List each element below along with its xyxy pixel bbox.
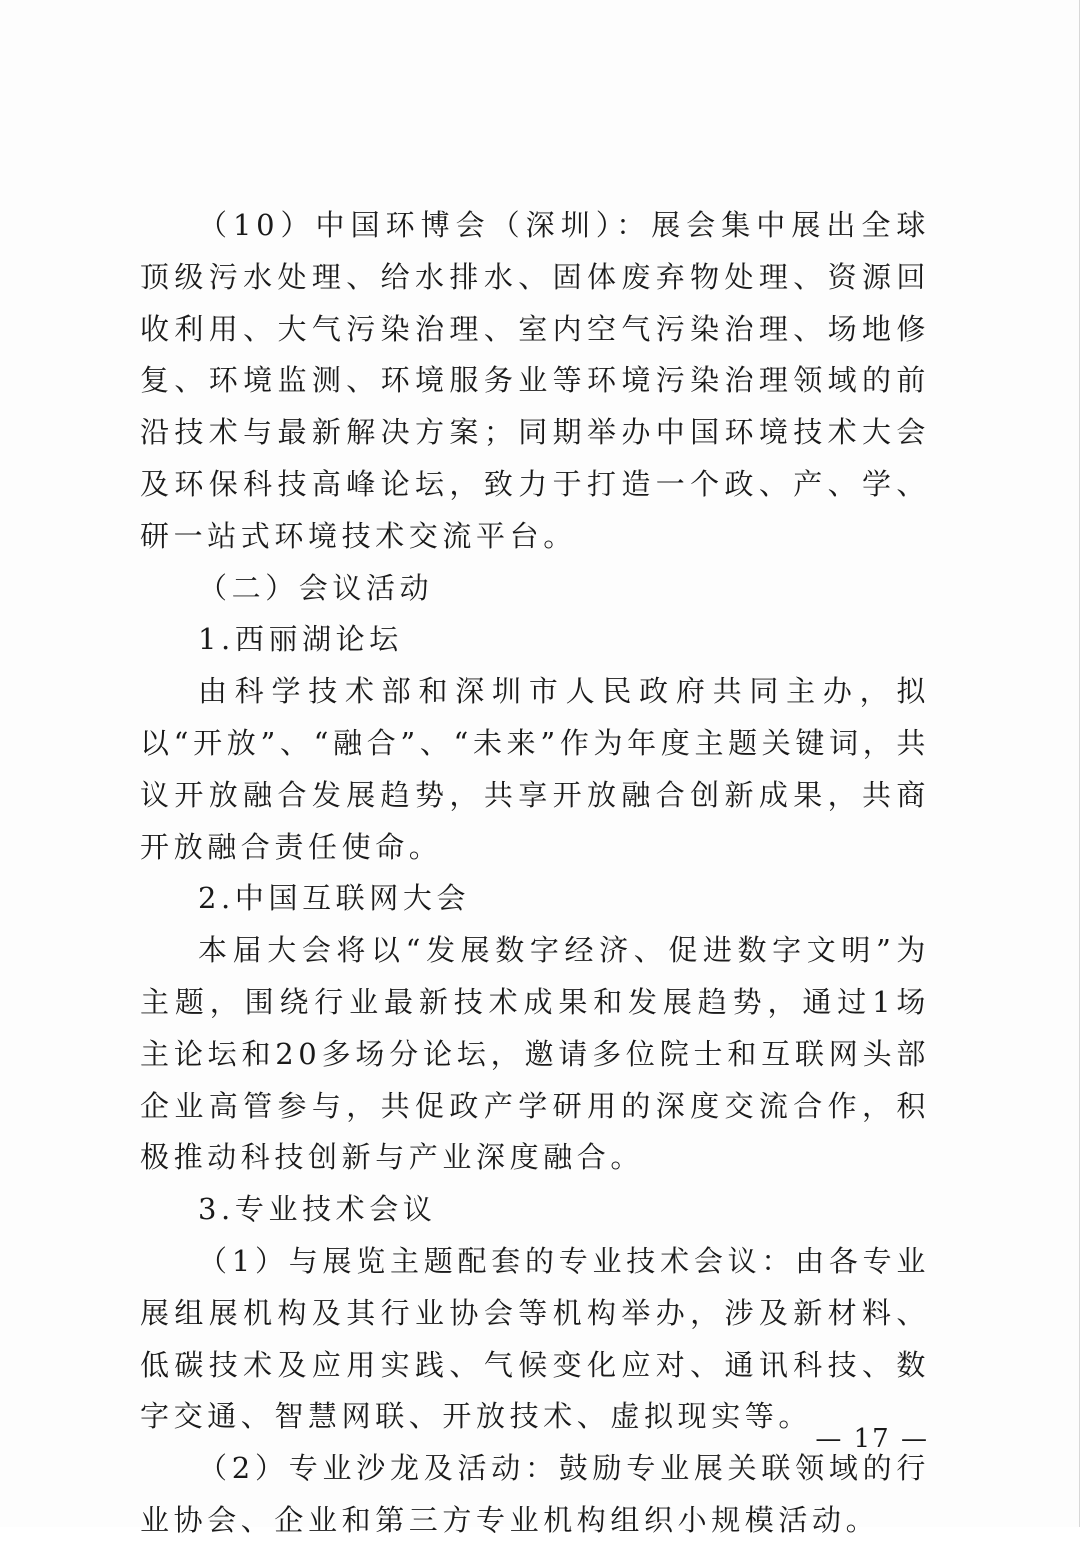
paragraph-text: 鼓励专业展关联领域的行业协会、企业和第三方专业机构组织小规模活动。: [140, 1451, 930, 1537]
section-heading-meetings: （二）会议活动: [198, 570, 434, 605]
paragraph-technical-meetings-1: [140, 1236, 930, 1443]
paragraph-internet-conference: 本届大会将以“发展数字经济、促进数字文明”为主题，围绕行业最新技术成果和发展趋势，通过1场主论坛和20多场分论坛，邀请多位院士和互联网头部企业高管参与，共促政产学研用的深度交流合作，积极推动科技创新与产业深度融合。: [140, 933, 930, 1175]
paragraph-lead: （2）专业沙龙及活动：: [198, 1451, 559, 1486]
page-number: — 17 —: [815, 1424, 929, 1454]
subheading-technical-meetings: 3.专业技术会议: [198, 1192, 437, 1227]
paragraph-technical-meetings-2: [140, 1443, 930, 1547]
paragraph-text: 由各专业展组展机构及其行业协会等机构举办，涉及新材料、低碳技术及应用实践、气候变化应对、通讯科技、数字交通、智慧网联、开放技术、虚拟现实等。: [140, 1243, 930, 1434]
subheading-internet-conference: 2.中国互联网大会: [198, 881, 471, 916]
paragraph-lead: （10）中国环博会（深圳）：: [198, 208, 652, 242]
paragraph-xili-lake-forum: 由科学技术部和深圳市人民政府共同主办，拟以“开放”、“融合”、“未来”作为年度主题关键词，共议开放融合发展趋势，共享开放融合创新成果，共商开放融合责任使命。: [140, 674, 930, 864]
paragraph-exhibition-10: [140, 200, 930, 563]
paragraph-lead: （1）与展览主题配套的专业技术会议：: [198, 1243, 796, 1278]
document-body: [140, 200, 930, 1547]
subheading-xili-lake-forum: 1.西丽湖论坛: [198, 622, 403, 657]
paragraph-text: 展会集中展出全球顶级污水处理、给水排水、固体废弃物处理、资源回收利用、大气污染治理、室内空气污染治理、场地修复、环境监测、环境服务业等环境污染治理领域的前沿技术与最新解决方案；同期举办中国环境技术大会及环保科技高峰论坛，致力于打造一个政、产、学、研一站式环境技术交流平台。: [140, 208, 930, 553]
